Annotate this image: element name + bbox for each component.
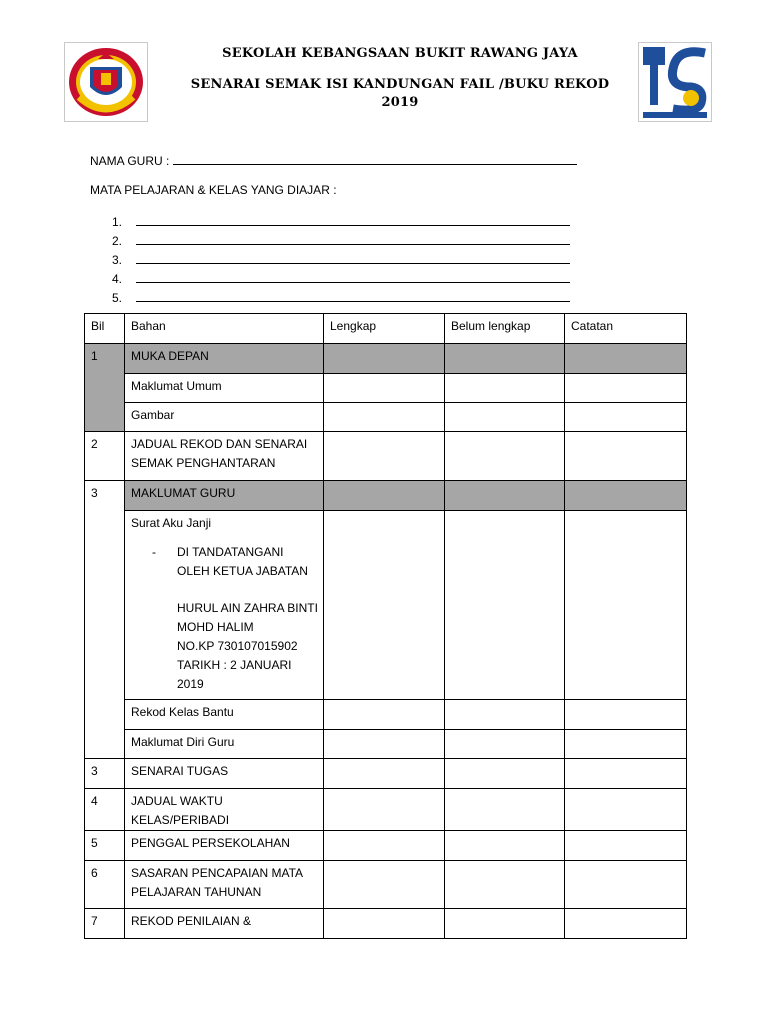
document-title [170,76,630,112]
subject-class-blank[interactable] [136,289,570,302]
catatan-cell[interactable] [565,759,687,789]
item-cell [125,432,324,481]
belum-lengkap-cell[interactable] [445,909,565,939]
col-header-lengkap: Lengkap [324,314,445,344]
table-row [85,730,687,759]
bil-cell: 6 [85,861,125,909]
lengkap-cell[interactable] [324,344,445,374]
subject-class-blank[interactable] [136,213,570,226]
item-number: 4. [112,272,123,286]
section-heading-cell: MAKLUMAT GURU [125,481,324,511]
table-row [85,789,687,831]
lengkap-cell[interactable] [324,861,445,909]
signatory-name-line-2: MOHD HALIM [177,620,254,634]
teacher-name-label: NAMA GURU : [90,154,170,168]
col-header-bahan: Bahan [125,314,324,344]
col-header-belum-lengkap: Belum lengkap [445,314,565,344]
item-text-line-1: SASARAN PENCAPAIAN MATA [131,866,304,880]
belum-lengkap-cell[interactable] [445,861,565,909]
catatan-cell[interactable] [565,861,687,909]
belum-lengkap-cell[interactable] [445,759,565,789]
teacher-name-field [90,153,577,168]
subject-class-blank[interactable] [136,232,570,245]
checklist-table [84,313,687,939]
lengkap-cell[interactable] [324,700,445,730]
item-number: 2. [112,234,123,248]
table-row [85,481,687,511]
school-crest-icon [65,43,147,121]
signed-date-line-2: 2019 [177,677,204,691]
list-item [131,543,317,581]
item-cell: Maklumat Umum [125,374,324,403]
signatory-name-line-1: HURUL AIN ZAHRA BINTI [177,601,318,615]
subject-class-item [112,210,570,229]
belum-lengkap-cell[interactable] [445,432,565,481]
school-logo [64,42,148,122]
belum-lengkap-cell[interactable] [445,700,565,730]
lengkap-cell[interactable] [324,759,445,789]
signed-date-line-1: TARIKH : 2 JANUARI [177,658,292,672]
subject-class-item [112,267,570,286]
belum-lengkap-cell[interactable] [445,511,565,700]
signatory-ic: NO.KP 730107015902 [177,639,298,653]
school-name: SEKOLAH KEBANGSAAN BUKIT RAWANG JAYA [222,46,578,61]
catatan-cell[interactable] [565,374,687,403]
belum-lengkap-cell[interactable] [445,730,565,759]
col-header-bil: Bil [85,314,125,344]
item-cell: Maklumat Diri Guru [125,730,324,759]
table-row [85,432,687,481]
item-cell: JADUAL WAKTU KELAS/PERIBADI [125,789,324,831]
signature-note [177,543,317,581]
catatan-cell[interactable] [565,909,687,939]
table-row [85,831,687,861]
catatan-cell[interactable] [565,403,687,432]
belum-lengkap-cell[interactable] [445,403,565,432]
bil-cell: 4 [85,789,125,831]
lengkap-cell[interactable] [324,909,445,939]
table-row [85,344,687,374]
dash-bullet: - [152,545,156,559]
table-header-row [85,314,687,344]
section-heading-cell: MUKA DEPAN [125,344,324,374]
lengkap-cell[interactable] [324,481,445,511]
col-header-catatan: Catatan [565,314,687,344]
bil-cell: 5 [85,831,125,861]
lengkap-cell[interactable] [324,831,445,861]
table-row [85,759,687,789]
subject-class-item [112,248,570,267]
lengkap-cell[interactable] [324,789,445,831]
item-cell: SENARAI TUGAS [125,759,324,789]
catatan-cell[interactable] [565,730,687,759]
catatan-cell[interactable] [565,789,687,831]
item-number: 1. [112,215,123,229]
catatan-cell[interactable] [565,831,687,861]
table-row [85,511,687,700]
subject-class-item [112,286,570,305]
document-header [0,0,768,140]
item-cell: Gambar [125,403,324,432]
bil-cell: 7 [85,909,125,939]
anniversary-emblem-icon [639,43,711,121]
document-title-line-1: SENARAI SEMAK ISI KANDUNGAN FAIL /BUKU REKOD [190,77,610,92]
subjects-field-label: MATA PELAJARAN & KELAS YANG DIAJAR : [90,183,337,197]
lengkap-cell[interactable] [324,432,445,481]
belum-lengkap-cell[interactable] [445,344,565,374]
bil-cell: 1 [85,344,125,432]
bil-cell: 2 [85,432,125,481]
item-cell: PENGGAL PERSEKOLAHAN [125,831,324,861]
belum-lengkap-cell[interactable] [445,481,565,511]
signature-note-list [131,543,317,581]
item-text-line-2: SEMAK PENGHANTARAN [131,456,276,470]
table-row [85,374,687,403]
lengkap-cell[interactable] [324,374,445,403]
item-cell [125,511,324,700]
document-title-line-2: 2019 [381,95,419,110]
item-cell: REKOD PENILAIAN & [125,909,324,939]
belum-lengkap-cell[interactable] [445,831,565,861]
catatan-cell[interactable] [565,432,687,481]
catatan-cell[interactable] [565,344,687,374]
signatory-details [177,599,327,694]
lengkap-cell[interactable] [324,403,445,432]
subject-class-blank[interactable] [136,251,570,264]
belum-lengkap-cell[interactable] [445,374,565,403]
item-cell: Rekod Kelas Bantu [125,700,324,730]
subject-class-list [112,210,570,305]
table-row [85,861,687,909]
table-row [85,403,687,432]
signature-note-line-2: OLEH KETUA JABATAN [177,564,308,578]
table-row [85,909,687,939]
item-number: 5. [112,291,123,305]
catatan-cell[interactable] [565,511,687,700]
surat-aku-janji-label: Surat Aku Janji [131,516,212,530]
bil-cell: 3 [85,481,125,759]
subject-class-blank[interactable] [136,270,570,283]
subject-class-item [112,229,570,248]
catatan-cell[interactable] [565,700,687,730]
table-row [85,700,687,730]
bil-cell: 3 [85,759,125,789]
signature-note-line-1: DI TANDATANGANI [177,545,284,559]
belum-lengkap-cell[interactable] [445,789,565,831]
item-number: 3. [112,253,123,267]
item-cell [125,861,324,909]
anniversary-logo [638,42,712,122]
item-text-line-2: PELAJARAN TAHUNAN [131,885,262,899]
item-text-line-1: JADUAL REKOD DAN SENARAI [131,437,308,451]
teacher-name-blank[interactable] [173,153,577,165]
catatan-cell[interactable] [565,481,687,511]
lengkap-cell[interactable] [324,511,445,700]
lengkap-cell[interactable] [324,730,445,759]
